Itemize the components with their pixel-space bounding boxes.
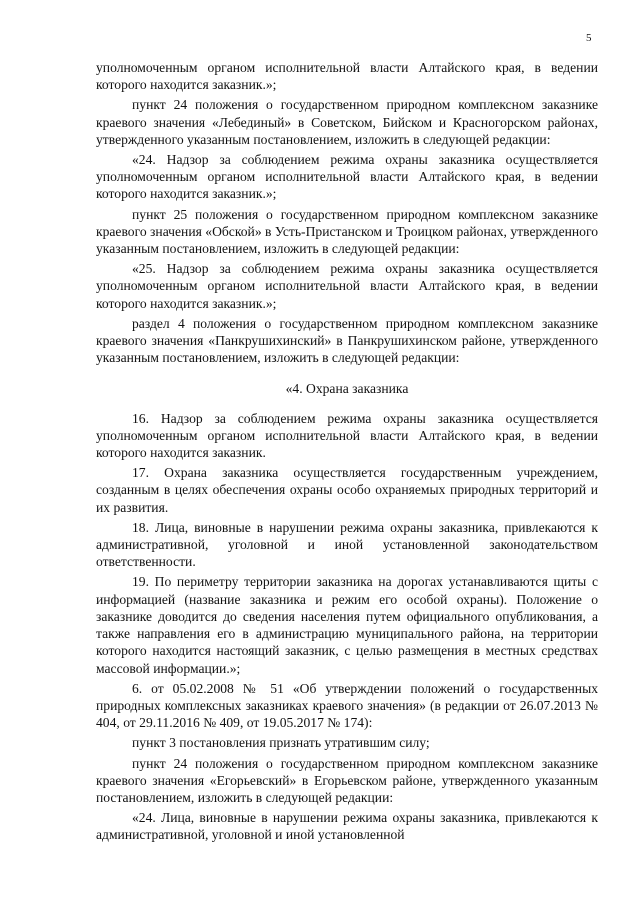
paragraph: 19. По периметру территории заказника на дорогах устанавливаются щиты с информацией (название заказника и режим его особой охраны). Положение о заказнике доводится до сведения населения путем официального опубликования, а также направления его в администрацию муниципального района, на территории которого находится настоящий заказник, с целью размещения в местных средствах массовой информации.»;	[96, 574, 598, 676]
paragraph: раздел 4 положения о государственном природном комплексном заказнике краевого значения «Панкрушихинский» в Панкрушихинском районе, утвержденного указанным постановлением, изложить в следующей редакции:	[96, 315, 598, 366]
paragraph: пункт 25 положения о государственном природном комплексном заказнике краевого значения «Обской» в Усть-Пристанском и Троицком районах, утвержденного указанным постановлением, изложить в следующей редакции:	[96, 206, 598, 257]
paragraph: пункт 24 положения о государственном природном комплексном заказнике краевого значения «Лебединый» в Советском, Бийском и Красногорском районах, утвержденного указанным постановлением, изложить в следующей редакции:	[96, 97, 598, 147]
document-body	[96, 59, 598, 847]
paragraph: 16. Надзор за соблюдением режима охраны заказника осуществляется уполномоченным органом исполнительной власти Алтайского края, в ведении которого находится заказник.	[96, 410, 598, 461]
paragraph: 17. Охрана заказника осуществляется государственным учреждением, созданным в целях обеспечения охраны особо охраняемых природных территорий и их развития.	[96, 465, 598, 515]
paragraph: уполномоченным органом исполнительной власти Алтайского края, в ведении которого находится заказник.»;	[96, 60, 598, 93]
paragraph: 18. Лица, виновные в нарушении режима охраны заказника, привлекаются к административной, уголовной и иной установленной законодательством ответственности.	[96, 519, 598, 570]
paragraph: 6. от 05.02.2008 № 51 «Об утверждении положений о государственных природных комплексных заказниках краевого значения» (в редакции от 26.07.2013 № 404, от 29.11.2016 № 409, от 19.05.2017 № 174):	[96, 680, 598, 731]
paragraph: пункт 24 положения о государственном природном комплексном заказнике краевого значения «Егорьевский» в Егорьевском районе, утвержденного указанным постановлением, изложить в следующей редакции:	[96, 755, 598, 805]
paragraph: пункт 3 постановления признать утратившим силу;	[132, 735, 430, 751]
paragraph: «24. Лица, виновные в нарушении режима охраны заказника, привлекаются к административной, уголовной и иной установленной	[96, 810, 598, 843]
page-number: 5	[586, 32, 592, 44]
paragraph: «24. Надзор за соблюдением режима охраны заказника осуществляется уполномоченным органом исполнительной власти Алтайского края, в ведении которого находится заказник.»;	[96, 152, 598, 202]
paragraph: «25. Надзор за соблюдением режима охраны заказника осуществляется уполномоченным органом исполнительной власти Алтайского края, в ведении которого находится заказник.»;	[96, 261, 598, 311]
section-heading: «4. Охрана заказника	[285, 381, 409, 397]
